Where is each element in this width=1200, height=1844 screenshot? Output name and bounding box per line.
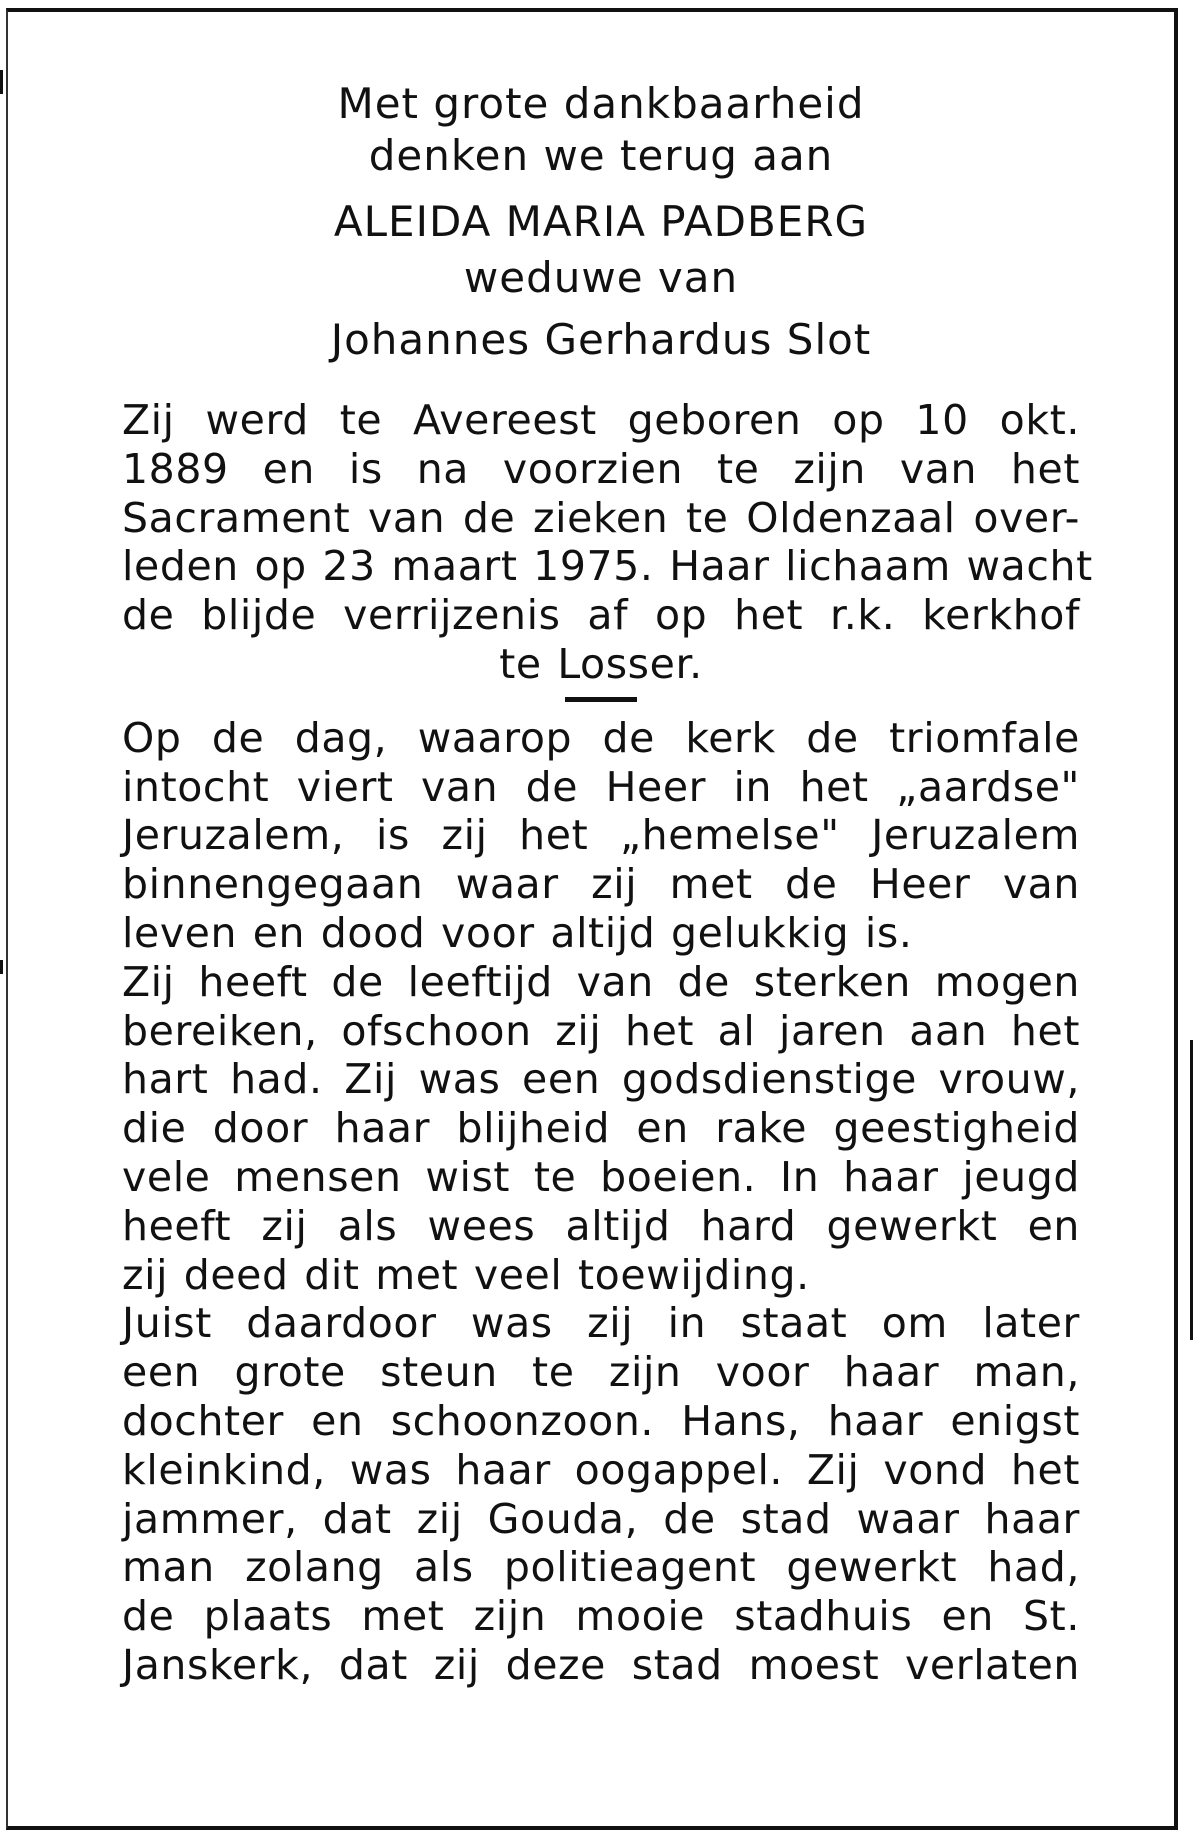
scan-mark-right [1190,1040,1193,1340]
text-line: Janskerk, dat zij deze stad moest verlaten [122,1640,1080,1689]
text-line: binnengegaan waar zij met de Heer van [122,860,1080,909]
text-line: man zolang als politieagent gewerkt had, [122,1543,1080,1592]
text-line: Sacrament van de zieken te Oldenzaal over- [122,493,1080,542]
text-line: hart had. Zij was een godsdienstige vrouw, [122,1055,1080,1104]
text-line: Zij heeft de leeftijd van de sterken mogen [122,957,1080,1006]
scan-mark-left-lower [0,960,3,974]
text-line: die door haar blijheid en rake geestigheid [122,1104,1080,1153]
text-line: te Losser. [499,639,703,688]
husband-name: Johannes Gerhardus Slot [330,315,872,364]
text-line: intocht viert van de Heer in het „aardse" [122,762,1080,811]
text-line: 1889 en is na voorzien te zijn van het [122,444,1080,493]
text-line: zij deed dit met veel toewijding. [122,1250,810,1299]
divider-rule [565,697,637,702]
text-line: Jeruzalem, is zij het „hemelse" Jeruzalem [122,811,1080,860]
text-line: heeft zij als wees altijd hard gewerkt en [122,1201,1080,1250]
text-line: Op de dag, waarop de kerk de triomfale [122,713,1080,762]
text-line: bereiken, ofschoon zij het al jaren aan het [122,1006,1080,1055]
text-line: leven en dood voor altijd gelukkig is. [122,908,913,957]
paragraph-family [122,1299,1080,1689]
text-line: Juist daardoor was zij in staat om later [122,1299,1080,1348]
widow-of-label: weduwe van [463,253,739,302]
paragraph-life [122,958,1080,1300]
deceased-name: ALEIDA MARIA PADBERG [333,197,869,246]
header-line-1: Met grote dankbaarheid [337,79,865,128]
scan-mark-left [0,70,3,94]
text-line: leden op 23 maart 1975. Haar lichaam wacht [122,542,1093,591]
memorial-text [122,78,1093,1690]
text-line: de plaats met zijn mooie stadhuis en St. [122,1592,1080,1641]
text-line: kleinkind, was haar oogappel. Zij vond het [122,1445,1080,1494]
text-line: dochter en schoonzoon. Hans, haar enigst [122,1396,1080,1445]
paragraph-biography [122,396,1093,689]
text-line: de blijde verrijzenis af op het r.k. kerkhof [122,591,1080,640]
text-line: een grote steun te zijn voor haar man, [122,1348,1080,1397]
text-line: jammer, dat zij Gouda, de stad waar haar [122,1494,1080,1543]
text-line: Zij werd te Avereest geboren op 10 okt. [122,396,1080,444]
header-line-2: denken we terug aan [368,131,834,180]
text-line: vele mensen wist te boeien. In haar jeugd [122,1152,1080,1201]
paragraph-palm-sunday [122,714,1080,958]
